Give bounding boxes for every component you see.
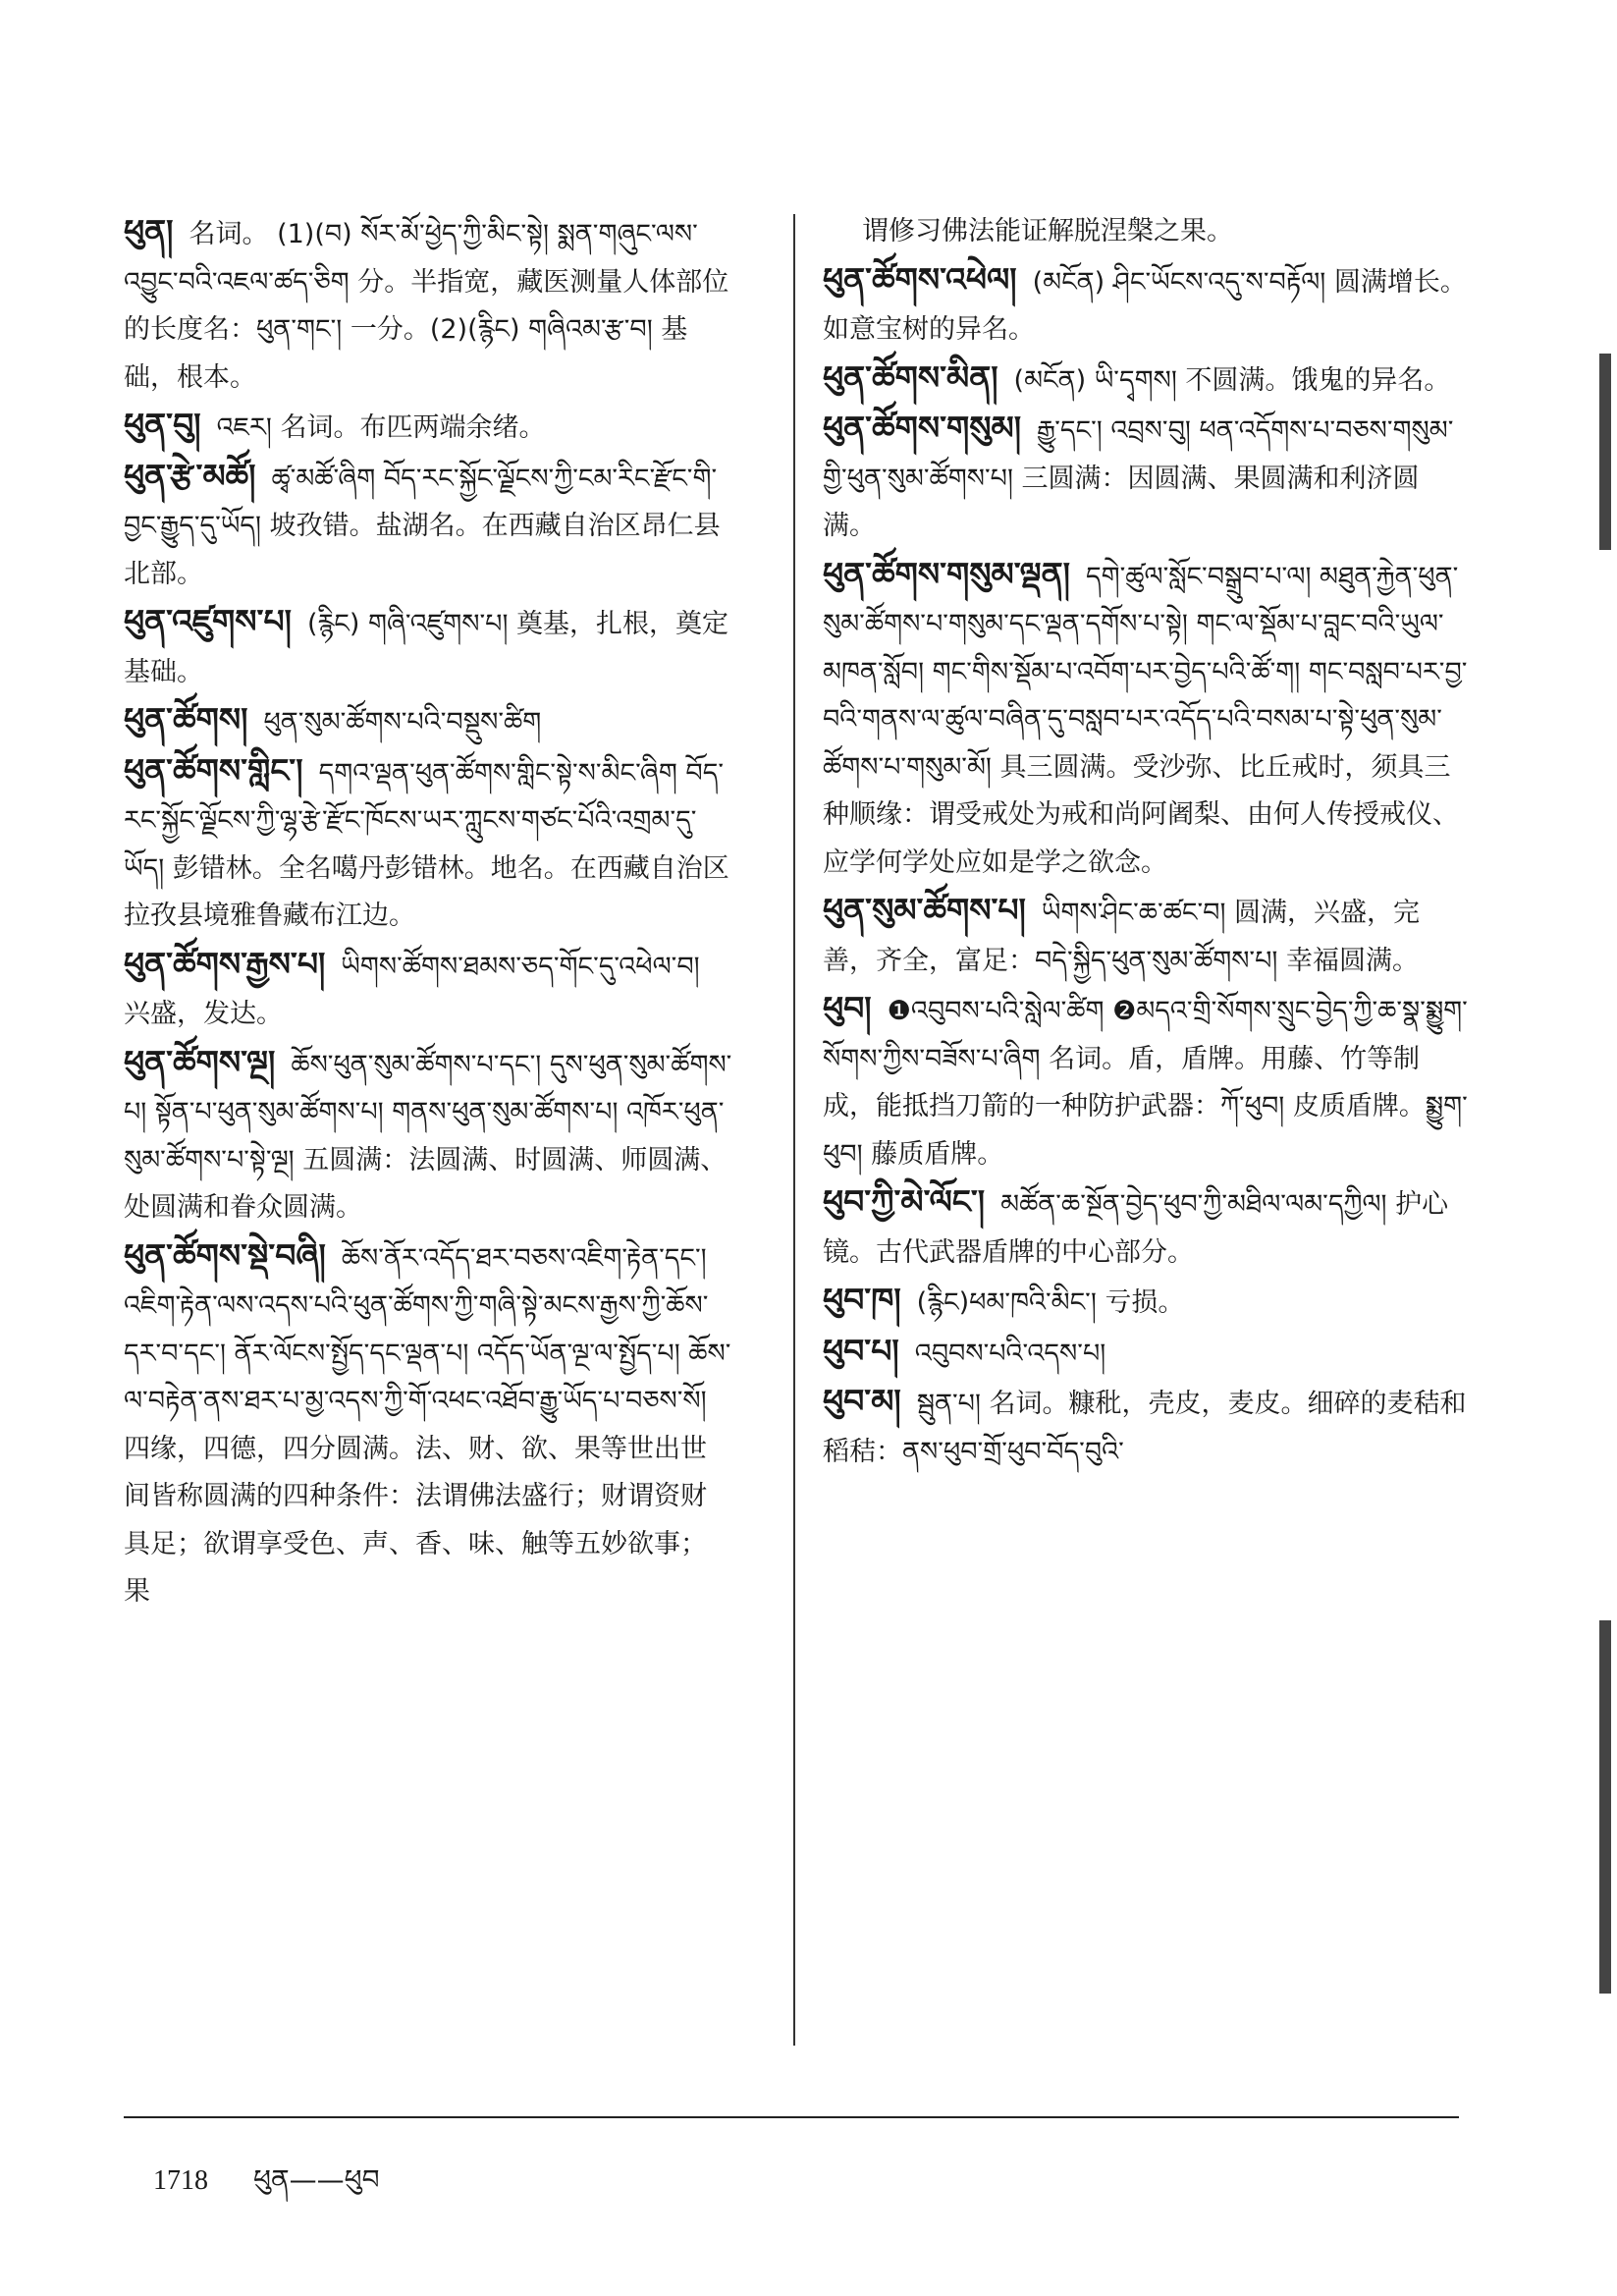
definition: (མངོན) ཤིང་ཡོངས་འདུ་ས་བརྟོལ། 圆满增长。如意宝树的异名。 xyxy=(823,266,1467,345)
page-number: 1718 xyxy=(153,2165,208,2196)
headword: ཕུན་ཚོགས་ལྔ། xyxy=(124,1042,276,1081)
entry xyxy=(823,887,1471,985)
headword: ཕུབ་མ། xyxy=(823,1382,901,1420)
headword: ཕུན་ཚོགས་མིན། xyxy=(823,357,998,397)
headword: ཕུན། xyxy=(124,212,174,250)
definition: ཕུན་སུམ་ཚོགས་པའི་བསྡུས་ཚིག xyxy=(263,707,542,738)
definition: དགའ་ལྡན་ཕུན་ཚོགས་གླིང་སྟེ་ས་མིང་ཞིག བོད་རང་སྐྱོང་ལྗོངས་ཀྱི་ལྷ་རྩེ་རྫོང་ཁོངས་ཡར་ཀླུངས་གཙང་པོའི་འགྲམ་དུ་ཡོད། 彭错林。全名噶丹彭错林。地名。在西藏自治区拉孜县境雅鲁藏布江边。 xyxy=(124,757,729,931)
definition: 名词。 (1)(བ) སོར་མོ་ཕྱེད་ཀྱི་མིང་སྟེ། སྨན་གཞུང་ལས་འབྱུང་བའི་འཇལ་ཚད་ཅིག 分。半指宽，藏医测量人体部位的长度名：ཕུན་གང་། 一分。(2)(རྙིང) གཞིའམ་རྩ་བ། 基础，根本。 xyxy=(124,219,729,393)
entry xyxy=(823,1378,1471,1476)
headword: ཕུབ་པ། xyxy=(823,1331,899,1370)
headword: ཕུན་ཚོགས་གླིང་། xyxy=(124,750,303,790)
definition: རྒྱུ་དང་། འབྲས་བུ། ཕན་འདོགས་པ་བཅས་གསུམ་གྱི་ཕུན་སུམ་ཚོགས་པ། 三圆满：因圆满、果圆满和利济圆满。 xyxy=(823,415,1454,541)
entry xyxy=(823,1277,1471,1328)
definition: (རྙིང) གཞི་འཛུགས་པ། 奠基，扎根，奠定基础。 xyxy=(124,609,729,687)
entry xyxy=(124,1232,732,1616)
edge-bar xyxy=(1599,1620,1611,1994)
headword: ཕུན་ཚོགས། xyxy=(124,700,248,738)
entry xyxy=(823,1178,1471,1277)
page-footer xyxy=(153,2149,380,2226)
left-column xyxy=(124,208,732,1616)
entry xyxy=(124,453,732,599)
scan-edge-marks xyxy=(1568,0,1617,2296)
definition: འབུབས་པའི་འདས་པ། xyxy=(914,1338,1106,1369)
headword: ཕུབ་ཀྱི་མེ་ལོང་། xyxy=(823,1182,986,1221)
definition: ཆོས་ནོར་འདོད་ཐར་བཅས་འཇིག་རྟེན་དང་། འཇིག་རྟེན་ལས་འདས་པའི་ཕུན་ཚོགས་ཀྱི་གཞི་སྟེ་མངས་རྒྱས་ཀྱི་ཆོས་དར་བ་དང་། ནོར་ལོངས་སྤྱོད་དང་ལྡན་པ། འདོད་ཡོན་ལྔ་ལ་སྤྱོད་པ། ཆོས་ལ་བརྟེན་ནས་ཐར་པ་མྱ་འདས་ཀྱི་གོ་འཕང་འཐོབ་རྒྱུ་ཡོད་པ་བཅས་སོ། 四缘，四德，四分圆满。法、财、欲、果等世出世间皆称圆满的四种条件：法谓佛法盛行；财谓资财具足；欲谓享受色、声、香、味、触等五妙欲事；果 xyxy=(124,1242,731,1607)
entry xyxy=(823,1328,1471,1379)
definition: ❶འབུབས་པའི་སླེལ་ཚིག ❷མདའ་གྲི་སོགས་སྲུང་བྱེད་ཀྱི་ཆ་སྣ་སྨྱུག་སོགས་ཀྱིས་བཟོས་པ་ཞིག 名词。盾，盾牌。用藤、竹等制成，能抵挡刀箭的一种防护武器：ཀོ་ཕུབ། 皮质盾牌。སྨྱུག་ཕུབ། 藤质盾牌。 xyxy=(823,996,1468,1170)
headword: ཕུན་རྩེ་མཚོ། xyxy=(124,456,256,495)
entry xyxy=(124,941,732,1039)
headword: ཕུན་ཚོགས་འཕེལ། xyxy=(823,259,1017,299)
headword-range: ཕུན——ཕུབ xyxy=(253,2163,380,2196)
definition: ཚྭ་མཚོ་ཞིག བོད་རང་སྐྱོང་ལྗོངས་ཀྱི་ངམ་རིང་རྫོང་གི་བྱང་རྒྱུད་དུ་ཡོད། 坡孜错。盐湖名。在西藏自治区昂仁县北部。 xyxy=(124,463,721,589)
entry xyxy=(823,256,1471,355)
definition: འཇར། 名词。布匹两端余绪。 xyxy=(216,412,546,443)
entry xyxy=(124,747,732,941)
headword: ཕུབ། xyxy=(823,989,872,1027)
definition: ཡིགས་ཤིང་ཆ་ཚང་བ། 圆满，兴盛，完善，齐全，富足：བདེ་སྐྱིད་ཕུན་སུམ་ཚོགས་པ། 幸福圆满。 xyxy=(823,898,1421,976)
entry xyxy=(124,598,732,696)
right-column xyxy=(823,208,1471,1476)
headword: ཕུན་ཚོགས་རྒྱས་པ། xyxy=(124,944,326,983)
definition: དགེ་ཚུལ་སློང་བསྒྲུབ་པ་ལ། མཐུན་རྐྱེན་ཕུན་སུམ་ཚོགས་པ་གསུམ་དང་ལྡན་དགོས་པ་སྟེ། གང་ལ་སྡོམ་པ་བླང་བའི་ཡུལ་མཁན་སློབ། གང་གིས་སྡོམ་པ་འབོག་པར་བྱེད་པའི་ཚོ་ག། གང་བསླབ་པར་བྱ་བའི་གནས་ལ་ཚུལ་བཞིན་དུ་བསླབ་པར་འདོད་པའི་བསམ་པ་སྟེ་ཕུན་སུམ་ཚོགས་པ་གསུམ་མོ། 具三圆满。受沙弥、比丘戒时，须具三种顺缘：谓受戒处为戒和尚阿阇梨、由何人传授戒仪、应学何学处应如是学之欲念。 xyxy=(823,561,1468,878)
headword: ཕུན་ཚོགས་གསུམ་ལྡན། xyxy=(823,554,1070,593)
entry xyxy=(124,208,732,402)
headword: ཕུན་ཚོགས་སྡེ་བཞི། xyxy=(124,1235,326,1275)
continuation-text: 谓修习佛法能证解脱涅槃之果。 xyxy=(862,216,1233,246)
headword: ཕུབ་ཁ། xyxy=(823,1281,901,1319)
entry xyxy=(124,1039,732,1232)
definition: (མངོན) ཡི་དྭགས། 不圆满。饿鬼的异名。 xyxy=(1013,364,1451,396)
entry xyxy=(124,696,732,747)
definition: ཡིགས་ཚོགས་ཐམས་ཅད་གོང་དུ་འཕེལ་བ། 兴盛，发达。 xyxy=(124,951,700,1029)
definition: མཚོན་ཆ་སྔོན་བྱེད་ཕུབ་ཀྱི་མཐིལ་ལམ་དཀྱིལ། 护心镜。古代武器盾牌的中心部分。 xyxy=(823,1189,1449,1268)
definition: (རྙིང)ཕམ་ཁའི་མིང་། 亏损。 xyxy=(916,1287,1185,1318)
headword: ཕུན་སུམ་ཚོགས་པ། xyxy=(823,891,1026,929)
footer-rule xyxy=(124,2116,1459,2118)
definition: ཆོས་ཕུན་སུམ་ཚོགས་པ་དང་། དུས་ཕུན་སུམ་ཚོགས་པ། སྟོན་པ་ཕུན་སུམ་ཚོགས་པ། གནས་ཕུན་སུམ་ཚོགས་པ། འཁོར་ཕུན་སུམ་ཚོགས་པ་སྟེ་ལྔ། 五圆满：法圆满、时圆满、师圆满、处圆满和眷众圆满。 xyxy=(124,1049,732,1223)
edge-bar xyxy=(1599,354,1611,550)
entry xyxy=(124,402,732,453)
headword: ཕུན་ཚོགས་གསུམ། xyxy=(823,409,1022,447)
headword: ཕུན་འཛུགས་པ། xyxy=(124,602,292,640)
headword: ཕུན་བུ། xyxy=(124,406,201,444)
entry xyxy=(823,985,1471,1178)
column-divider xyxy=(793,214,795,2046)
entry xyxy=(823,405,1471,551)
definition: སྦུན་པ། 名词。糠秕，壳皮，麦皮。细碎的麦秸和稻秸：ནས་ཕུབ་གྲོ་ཕུབ་བོད་བུའི་ xyxy=(823,1389,1467,1467)
entry xyxy=(823,355,1471,406)
entry xyxy=(823,551,1471,888)
